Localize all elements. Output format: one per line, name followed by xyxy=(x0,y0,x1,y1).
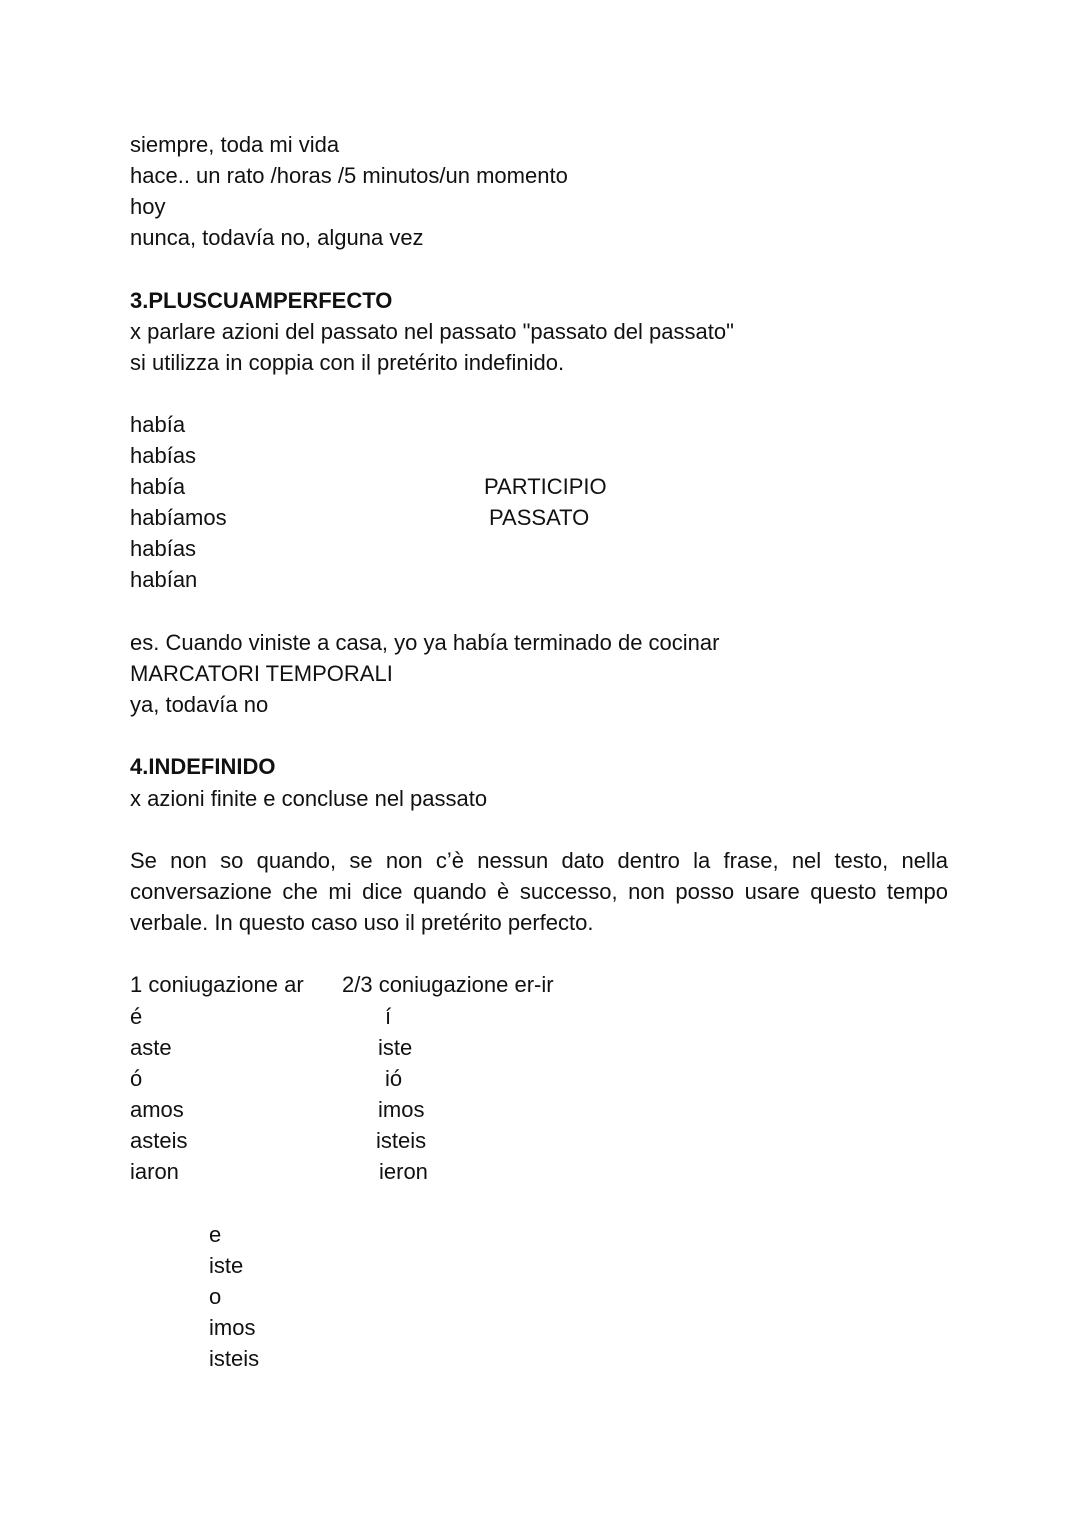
aux-verb: habías xyxy=(130,536,197,561)
section-desc: x azioni finite e concluse nel passato xyxy=(130,786,488,811)
irregular-ending: iste xyxy=(209,1253,244,1278)
ending-er-ir: í xyxy=(385,1004,392,1029)
example-sentence: es. Cuando viniste a casa, yo ya había terminado de cocinar xyxy=(130,630,720,655)
col1-header: 1 coniugazione ar xyxy=(130,972,304,997)
participio-label: PASSATO xyxy=(489,505,590,530)
ending-er-ir: isteis xyxy=(376,1128,427,1153)
intro-line: hace.. un rato /horas /5 minutos/un momento xyxy=(130,163,568,188)
ending-ar: amos xyxy=(130,1097,184,1122)
col2-header: 2/3 coniugazione er-ir xyxy=(342,972,554,997)
participio-label: PARTICIPIO xyxy=(484,474,607,499)
intro-line: hoy xyxy=(130,194,166,219)
section-desc: si utilizza in coppia con il pretérito indefinido. xyxy=(130,350,565,375)
section-heading-pluscuamperfecto: 3.PLUSCUAMPERFECTO xyxy=(130,288,393,313)
ending-ar: aste xyxy=(130,1035,172,1060)
irregular-ending: o xyxy=(209,1284,222,1309)
ending-er-ir: ieron xyxy=(379,1159,428,1184)
ending-ar: asteis xyxy=(130,1128,188,1153)
ending-er-ir: iste xyxy=(378,1035,413,1060)
ending-er-ir: imos xyxy=(378,1097,425,1122)
markers-list: ya, todavía no xyxy=(130,692,269,717)
aux-verb: había xyxy=(130,412,186,437)
section-heading-indefinido: 4.INDEFINIDO xyxy=(130,754,276,779)
aux-verb: habían xyxy=(130,567,198,592)
aux-verb: habíamos xyxy=(130,505,227,530)
irregular-ending: e xyxy=(209,1222,222,1247)
ending-ar: é xyxy=(130,1004,143,1029)
irregular-ending: imos xyxy=(209,1315,256,1340)
ending-er-ir: ió xyxy=(385,1066,403,1091)
aux-verb: había xyxy=(130,474,186,499)
aux-verb: habías xyxy=(130,443,197,468)
explanation-paragraph: Se non so quando, se non c’è nessun dato dentro la frase, nel testo, nella conversazione che mi dice quando è successo, non posso usare questo tempo verbale. In questo caso uso il pretérito perfecto. xyxy=(130,848,948,936)
section-desc: x parlare azioni del passato nel passato "passato del passato" xyxy=(130,319,734,344)
intro-line: nunca, todavía no, alguna vez xyxy=(130,225,424,250)
irregular-ending: isteis xyxy=(209,1346,260,1371)
markers-title: MARCATORI TEMPORALI xyxy=(130,661,393,686)
ending-ar: ó xyxy=(130,1066,143,1091)
ending-ar: iaron xyxy=(130,1159,179,1184)
intro-line: siempre, toda mi vida xyxy=(130,132,340,157)
